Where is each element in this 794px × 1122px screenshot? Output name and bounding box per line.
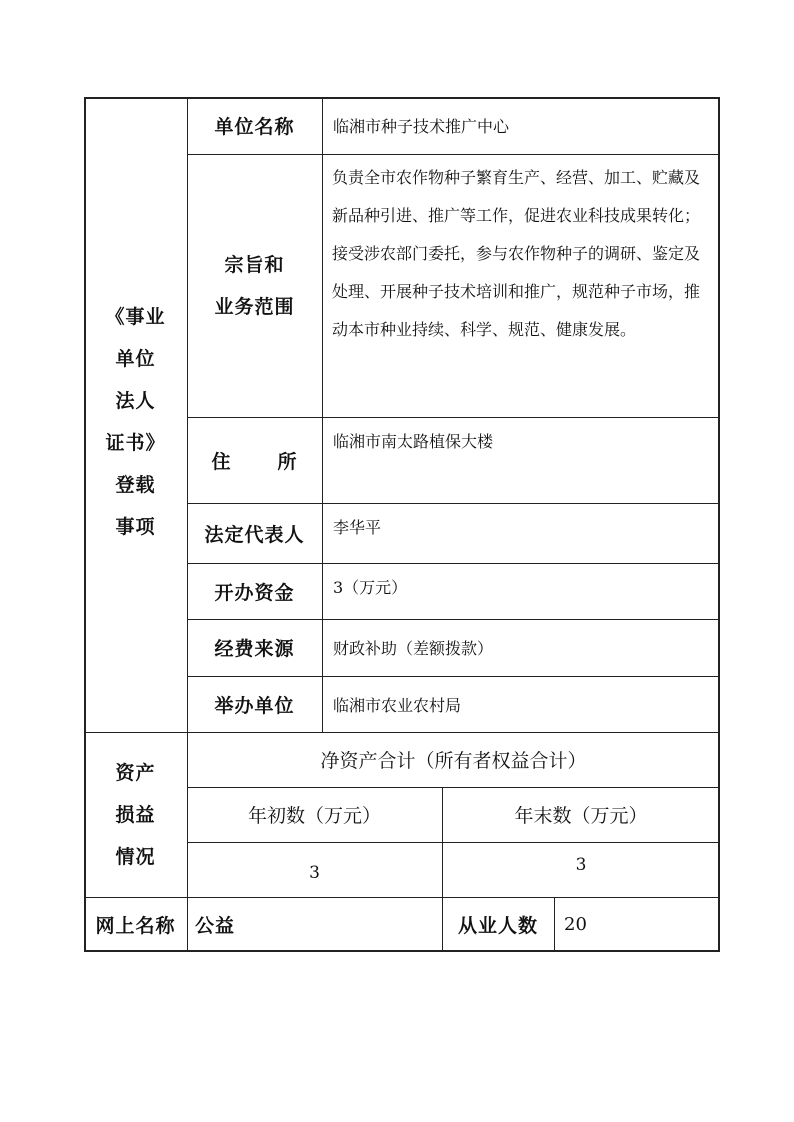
funding-value: 财政补助（差额拨款） (333, 639, 494, 658)
online-name-value: 公益 (195, 915, 236, 937)
net-assets-header: 净资产合计（所有者权益合计） (320, 750, 587, 772)
staff-count-value: 20 (564, 914, 587, 935)
capital-label: 开办资金 (214, 581, 295, 604)
end-year-value: 3 (575, 854, 587, 875)
address-label-char: 住 (211, 450, 232, 473)
registration-label-line: 证书》 (105, 432, 166, 454)
capital-value: 3（万元） (333, 578, 408, 597)
registration-section-label (84, 297, 187, 547)
registration-label-line: 单位 (115, 348, 156, 370)
funding-label: 经费来源 (214, 638, 295, 660)
purpose-label-line: 宗旨和 (224, 253, 285, 276)
staff-count-label: 从业人数 (457, 915, 538, 937)
end-year-header: 年末数（万元） (514, 805, 648, 827)
registration-label-line: 登载 (115, 474, 156, 496)
legal-rep-label: 法定代表人 (204, 523, 305, 546)
begin-year-header: 年初数（万元） (247, 805, 381, 827)
address-value: 临湘市南太路植保大楼 (333, 432, 494, 451)
assets-label-line: 情况 (115, 845, 156, 868)
registration-label-line: 事项 (115, 516, 156, 538)
purpose-label-line: 业务范围 (214, 295, 295, 318)
assets-label-line: 资产 (115, 761, 156, 784)
sponsor-value: 临湘市农业农村局 (333, 695, 462, 715)
registration-label-line: 法人 (115, 390, 156, 412)
sponsor-label: 举办单位 (214, 694, 295, 717)
registration-table (84, 97, 720, 952)
address-label (187, 417, 322, 503)
online-name-label: 网上名称 (95, 915, 176, 937)
purpose-label (187, 154, 322, 417)
legal-rep-value: 李华平 (333, 518, 382, 537)
assets-label-line: 损益 (115, 803, 156, 826)
unit-name-value: 临湘市种子技术推广中心 (333, 117, 510, 136)
address-label-char: 所 (277, 450, 298, 473)
unit-name-label: 单位名称 (214, 116, 295, 138)
assets-section-label (84, 732, 187, 897)
registration-label-line: 《事业 (105, 306, 166, 328)
purpose-value: 负责全市农作物种子繁育生产、经营、加工、贮藏及新品种引进、推广等工作，促进农业科技成果转化；接受涉农部门委托，参与农作物种子的调研、鉴定及处理、开展种子技术培训和推广，规范种子市场，推动本市种业持续、科学、规范、健康发展。 (332, 168, 701, 339)
begin-year-value: 3 (309, 862, 320, 883)
